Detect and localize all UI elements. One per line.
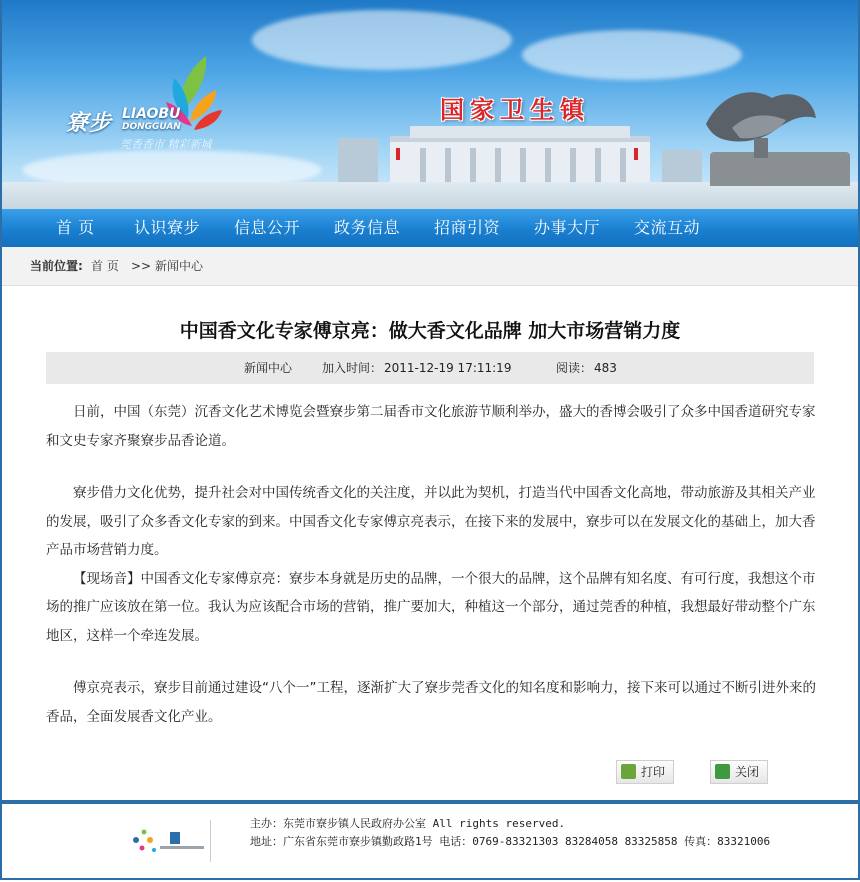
logo-slogan: 莞香香市 精彩新城 [120, 138, 212, 151]
reads-count: 483 [594, 361, 617, 375]
logo-text-en-sub: DONGGUAN [122, 122, 181, 132]
footer-separator [210, 820, 211, 862]
added-time-value: 2011-12-19 17:11:19 [384, 361, 512, 375]
nav-item-investment[interactable]: 招商引资 [434, 218, 501, 237]
logo-text-cn: 寮步 [66, 111, 113, 136]
breadcrumb [2, 247, 858, 286]
plaza-ground [2, 182, 858, 209]
breadcrumb-separator: >> [131, 259, 152, 273]
article-meta [46, 352, 814, 384]
article-body [46, 398, 816, 731]
nav-item-gov-info[interactable]: 政务信息 [334, 218, 401, 237]
header-banner [2, 0, 858, 209]
close-button[interactable] [710, 760, 768, 784]
close-button-label: 关闭 [735, 765, 760, 779]
breadcrumb-home-link[interactable]: 首 页 [91, 259, 119, 273]
close-icon [715, 764, 730, 779]
article-paragraph: 寮步借力文化优势，提升社会对中国传统香文化的关注度，并以此为契机，打造当代中国香文化高地，带动旅游及其相关产业的发展，吸引了众多香文化专家的到来。中国香文化专家傅京亮表示，在接下来的发展中，寮步可以在发展文化的基础上，加大香产品市场营销力度。 [46, 485, 816, 558]
footer-logo-icon [126, 818, 210, 862]
footer [2, 804, 858, 878]
reads-label: 阅读： [556, 361, 593, 375]
print-button[interactable] [616, 760, 674, 784]
cloud [522, 30, 742, 80]
article-paragraph: 日前，中国（东莞）沉香文化艺术博览会暨寮步第二届香市文化旅游节顺利举办，盛大的香博会吸引了众多中国香道研究专家和文史专家齐聚寮步品香论道。 [46, 404, 816, 449]
cloud [252, 10, 512, 70]
article-title: 中国香文化专家傅京亮：做大香文化品牌 加大市场营销力度 [179, 320, 681, 342]
article-category: 新闻中心 [244, 361, 293, 375]
article-paragraph: 傅京亮表示，寮步目前通过建设“八个一”工程，逐渐扩大了寮步莞香文化的知名度和影响力，接下来可以通过不断引进外来的香品，全面发展香文化产业。 [46, 680, 816, 725]
nav-item-home[interactable]: 首 页 [56, 218, 95, 237]
footer-sponsor: 主办：东莞市寮步镇人民政府办公室 All rights reserved. [250, 817, 566, 830]
logo-text-en: LIAOBU [122, 106, 181, 122]
main-nav [2, 209, 858, 247]
breadcrumb-current-link[interactable]: 新闻中心 [155, 259, 204, 273]
town-title: 国家卫生镇 [440, 95, 590, 124]
added-time-label: 加入时间： [322, 361, 383, 375]
nav-item-interaction[interactable]: 交流互动 [634, 218, 701, 237]
building [662, 150, 702, 184]
article-paragraph: 【现场音】中国香文化专家傅京亮：寮步本身就是历史的品牌，一个很大的品牌，这个品牌有知名度、有可行度，我想这个市场的推广应该放在第一位。我认为应该配合市场的营销，推广要加大，种植这一个部分，通过莞香的种植，我想最好带动整个广东地区，这样一个牵连发展。 [46, 570, 816, 644]
nav-item-about[interactable]: 认识寮步 [134, 218, 201, 237]
nav-item-info-public[interactable]: 信息公开 [234, 218, 301, 237]
footer-address: 地址：广东省东莞市寮步镇勤政路1号 电话：0769-83321303 83284058 83325858 传真：83321006 [250, 835, 771, 848]
handshake-sculpture-icon [702, 84, 820, 158]
building [338, 138, 378, 184]
breadcrumb-lead: 当前位置: [30, 259, 83, 273]
print-icon [621, 764, 636, 779]
print-button-label: 打印 [641, 765, 666, 779]
nav-item-service-hall[interactable]: 办事大厅 [534, 218, 601, 237]
